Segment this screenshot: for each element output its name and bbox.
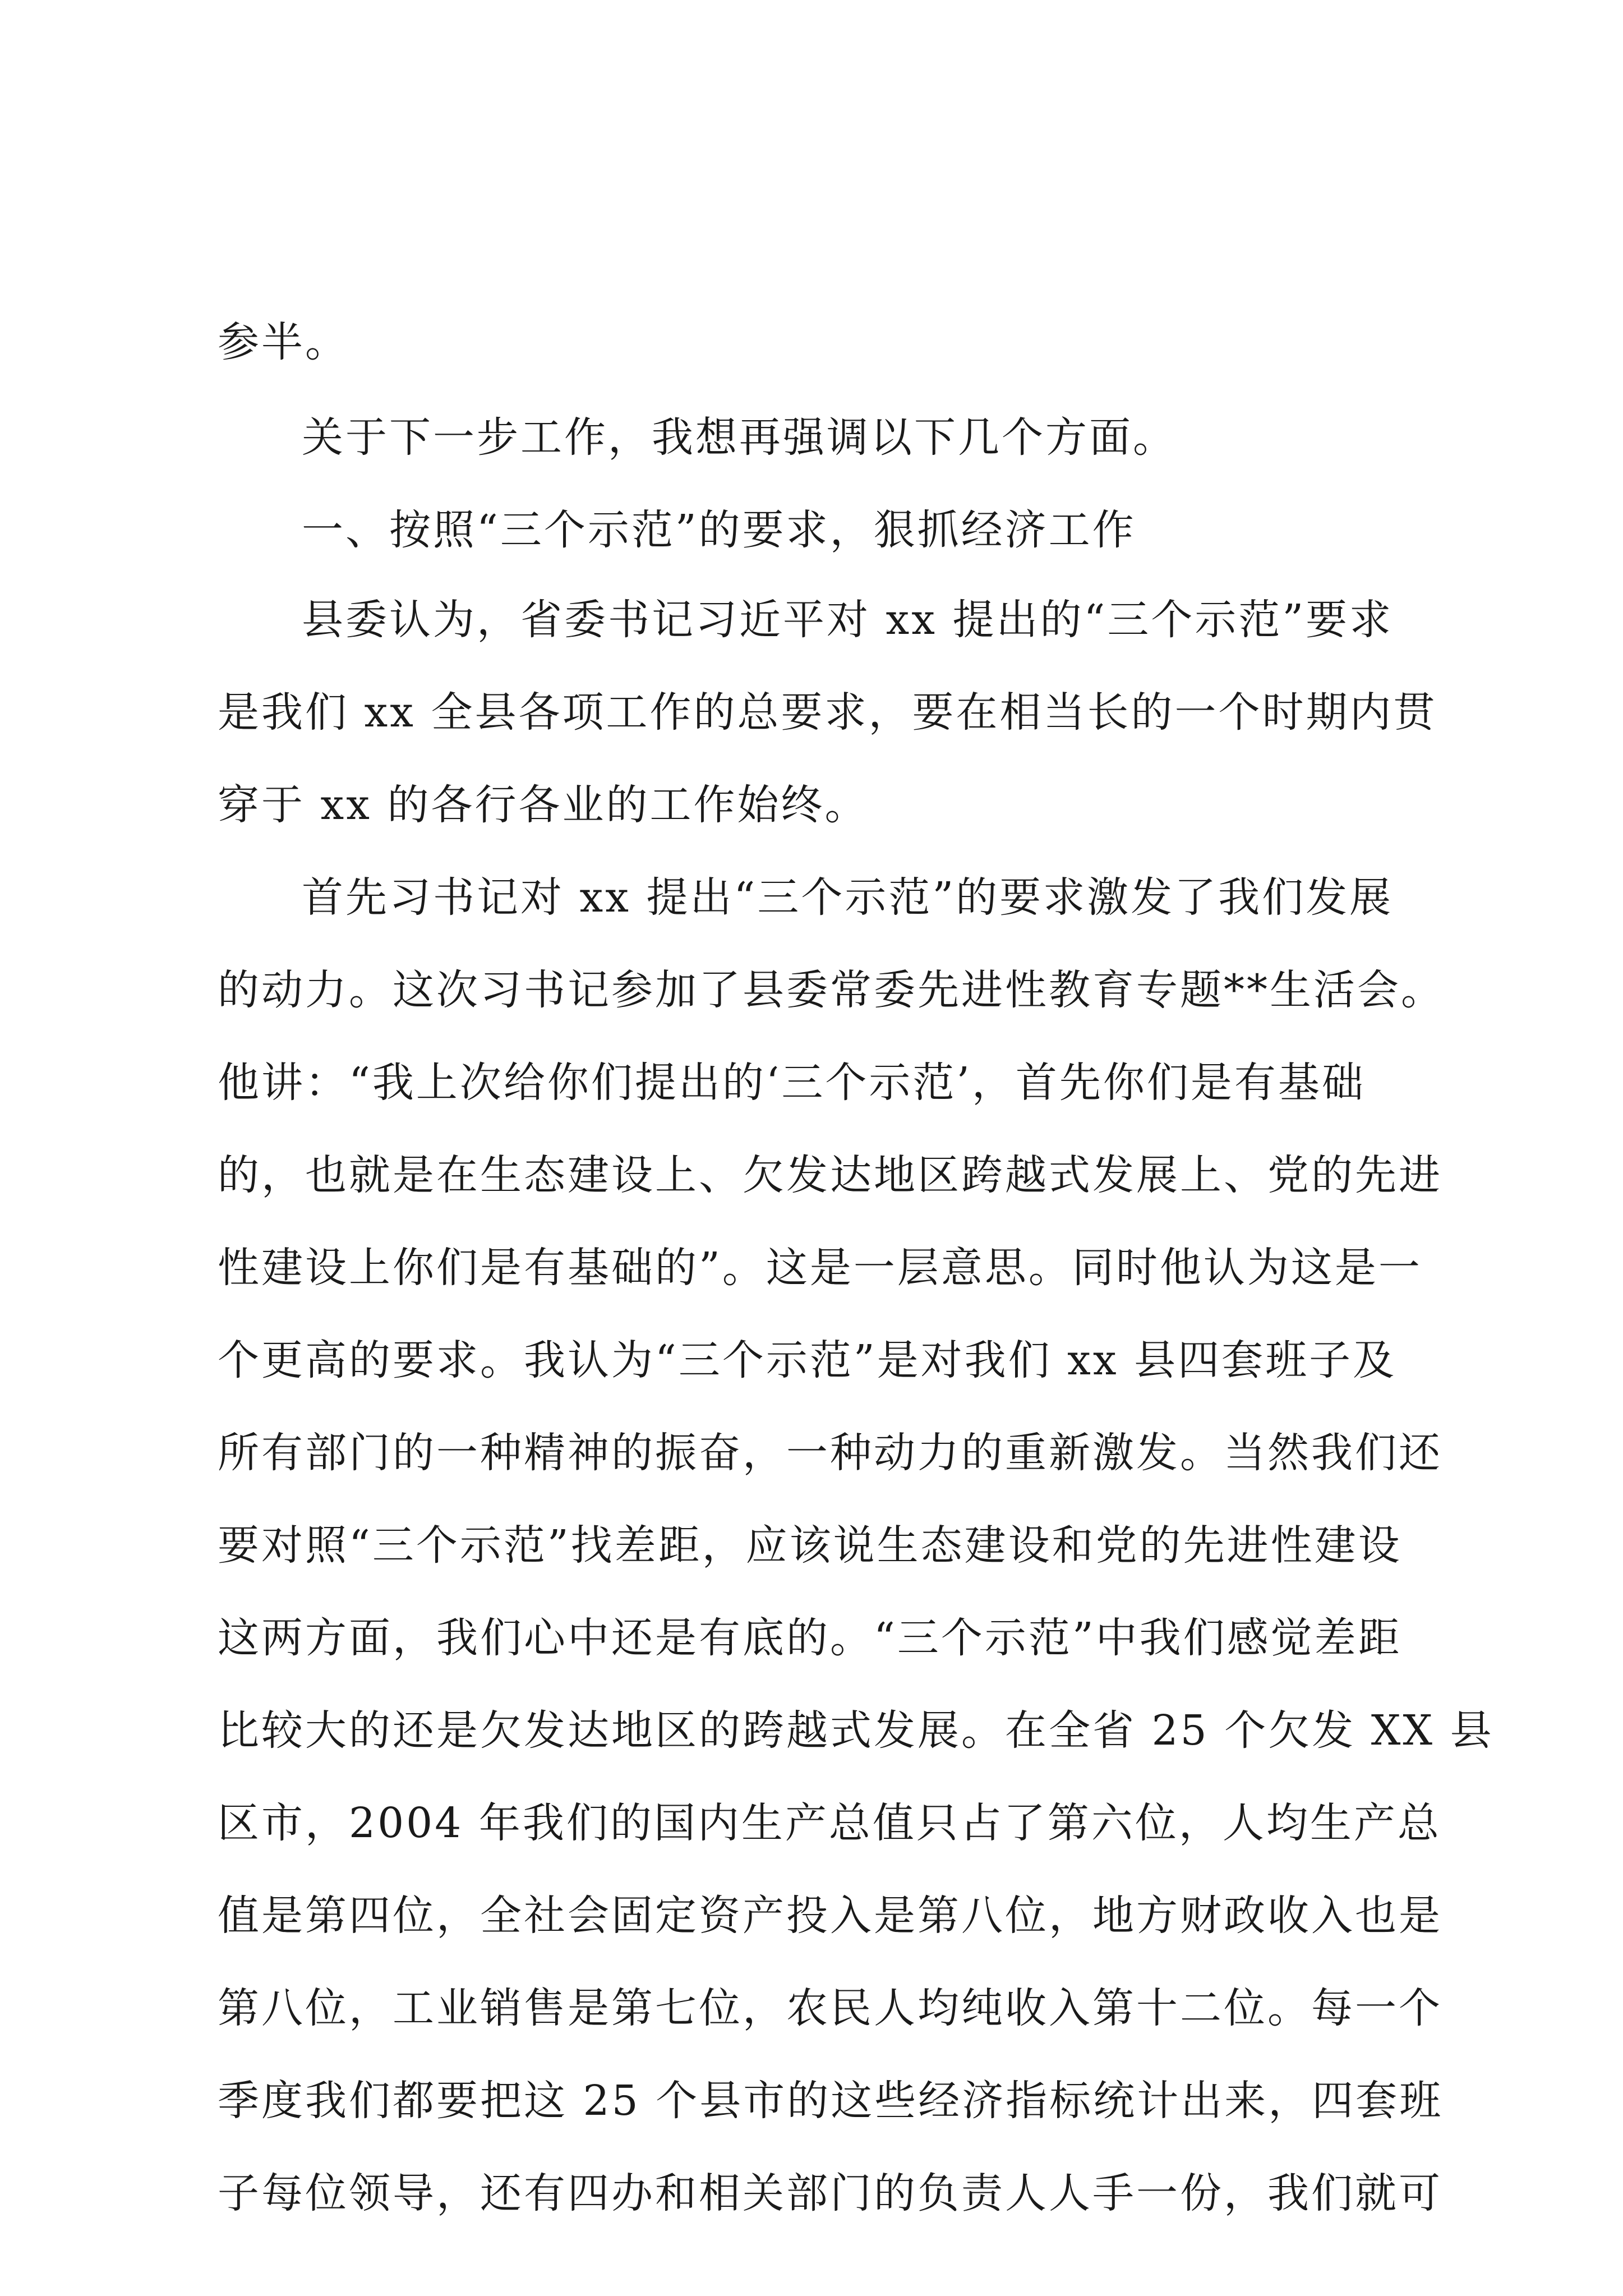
text-line: 这两方面，我们心中还是有底的。“三个示范”中我们感觉差距 <box>218 1614 1402 1662</box>
text-line: 是我们 xx 全县各项工作的总要求，要在相当长的一个时期内贯 <box>218 688 1437 737</box>
text-line: 区市，2004 年我们的国内生产总值只占了第六位，人均生产总 <box>218 1799 1441 1847</box>
text-line: 要对照“三个示范”找差距，应该说生态建设和党的先进性建设 <box>218 1521 1402 1570</box>
text-line: 穿于 xx 的各行各业的工作始终。 <box>218 781 869 829</box>
text-line: 关于下一步工作，我想再强调以下几个方面。 <box>302 413 1177 462</box>
text-line: 他讲：“我上次给你们提出的‘三个示范’，首先你们是有基础 <box>218 1059 1366 1107</box>
text-line: 子每位领导，还有四办和相关部门的负责人人手一份，我们就可 <box>218 2169 1442 2217</box>
section-heading: 一、按照“三个示范”的要求，狠抓经济工作 <box>302 506 1136 554</box>
text-line: 个更高的要求。我认为“三个示范”是对我们 xx 县四套班子及 <box>218 1336 1397 1384</box>
text-line: 值是第四位，全社会固定资产投入是第八位，地方财政收入也是 <box>218 1892 1442 1940</box>
text-line: 所有部门的一种精神的振奋，一种动力的重新激发。当然我们还 <box>218 1429 1442 1477</box>
text-line: 的动力。这次习书记参加了县委常委先进性教育专题**生活会。 <box>218 966 1445 1014</box>
text-line: 性建设上你们是有基础的”。这是一层意思。同时他认为这是一 <box>218 1244 1422 1292</box>
text-line: 季度我们都要把这 25 个县市的这些经济指标统计出来，四套班 <box>218 2077 1444 2125</box>
text-line: 首先习书记对 xx 提出“三个示范”的要求激发了我们发展 <box>302 873 1394 922</box>
text-line: 的，也就是在生态建设上、欠发达地区跨越式发展上、党的先进 <box>218 1151 1442 1199</box>
text-line: 县委认为，省委书记习近平对 xx 提出的“三个示范”要求 <box>302 596 1394 644</box>
text-line: 参半。 <box>218 318 349 366</box>
text-line: 第八位，工业销售是第七位，农民人均纯收入第十二位。每一个 <box>218 1984 1442 2032</box>
text-line: 比较大的还是欠发达地区的跨越式发展。在全省 25 个欠发 XX 县 <box>218 1706 1494 1755</box>
